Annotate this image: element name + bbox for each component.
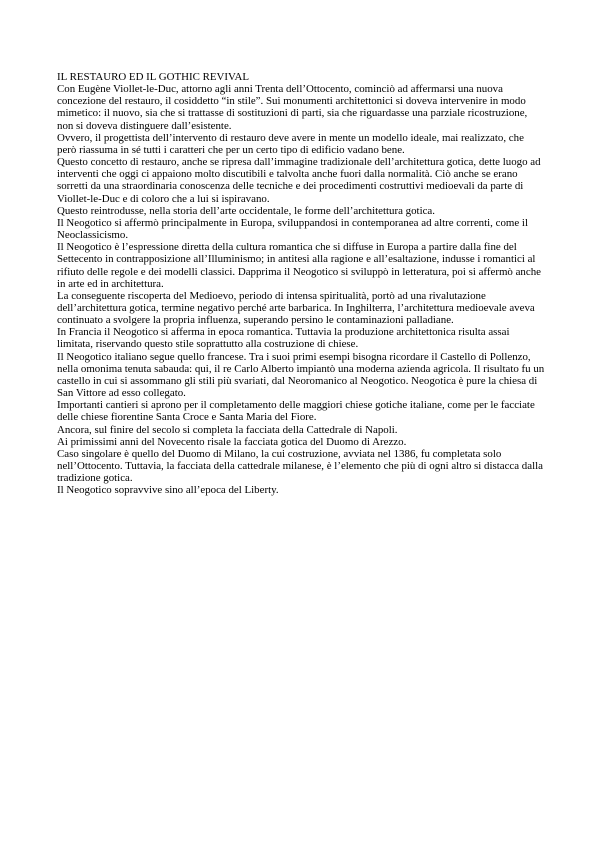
paragraph: Questo reintrodusse, nella storia dell’arte occidentale, le forme dell’architettura gotica. [57,204,435,217]
paragraph: Il Neogotico è l’espressione diretta della cultura romantica che si diffuse in Europa a partire dalla fine del Settecento in contrapposizione all’Illuminismo; in antitesi alla ragione e all’esaltazione, indusse i romantici al rifiuto delle regole e dei modelli classici. Dapprima il Neogotico si sviluppò in letteratura, poi si affermò anche in arte ed in architettura. [57,241,541,290]
paragraph: Con Eugène Viollet-le-Duc, attorno agli anni Trenta dell’Ottocento, cominciò ad affermarsi una nuova concezione del restauro, il cosiddetto “in stile”. Sui monumenti architettonici si doveva intervenire in modo mimetico: il nuovo, sia che si trattasse di sostituzioni di parti, sia che riguardasse una parziale ricostruzione, non si doveva distinguere dall’esistente. [57,83,528,132]
paragraph: Il Neogotico italiano segue quello francese. Tra i suoi primi esempi bisogna ricordare il Castello di Pollenzo, nella omonima tenuta sabauda: qui, il re Carlo Alberto impiantò una moderna azienda agricola. Il risultato fu un castello in cui si assommano gli stili più svariati, dal Neoromanico al Neogotico. Neogotica è pure la chiesa di San Vittore ad esso collegato. [57,350,545,400]
paragraph: Caso singolare è quello del Duomo di Milano, la cui costruzione, avviata nel 1386, fu completata solo nell’Ottocento. Tuttavia, la facciata della cattedrale milanese, è l’elemento che più di ogni altro si distacca dalla tradizione gotica. [57,447,543,485]
paragraph: Il Neogotico si affermò principalmente in Europa, sviluppandosi in contemporanea ad altre correnti, come il Neoclassicismo. [57,216,528,242]
paragraph: Questo concetto di restauro, anche se ripresa dall’immagine tradizionale dell’architettura gotica, dette luogo ad interventi che oggi ci appaiono molto discutibili e talvolta anche fuori dalla normalità. Ciò anche se erano sorretti da una straordinaria conoscenza delle tecniche e dei procedimenti costruttivi medioevali da parte di Viollet-le-Duc e di coloro che a lui si ispiravano. [57,156,541,205]
paragraph: In Francia il Neogotico si afferma in epoca romantica. Tuttavia la produzione architettonica risulta assai limitata, riservando questo stile soprattutto alla costruzione di chiese. [57,326,510,351]
paragraph: Il Neogotico sopravvive sino all’epoca del Liberty. [57,484,279,497]
paragraph: Ai primissimi anni del Novecento risale la facciata gotica del Duomo di Arezzo. [57,435,407,448]
document-title: IL RESTAURO ED IL GOTHIC REVIVAL [57,71,250,83]
document-page [57,71,545,496]
paragraph: Ancora, sul finire del secolo si completa la facciata della Cattedrale di Napoli. [57,423,398,436]
paragraph: Ovvero, il progettista dell’intervento di restauro deve avere in mente un modello ideale, mai realizzato, che però riassuma in sé tutti i caratteri che per un certo tipo di edificio vadano bene. [57,131,524,156]
paragraph: Importanti cantieri si aprono per il completamento delle maggiori chiese gotiche italiane, come per le facciate delle chiese fiorentine Santa Croce e Santa Maria del Fiore. [57,399,535,424]
paragraph: La conseguente riscoperta del Medioevo, periodo di intensa spiritualità, portò ad una rivalutazione dell’architettura gotica, termine negativo perché arte barbarica. In Inghilterra, l’architettura medioevale aveva continuato a svolgere la propria influenza, superando persino le contaminazioni palladiane. [57,289,535,327]
